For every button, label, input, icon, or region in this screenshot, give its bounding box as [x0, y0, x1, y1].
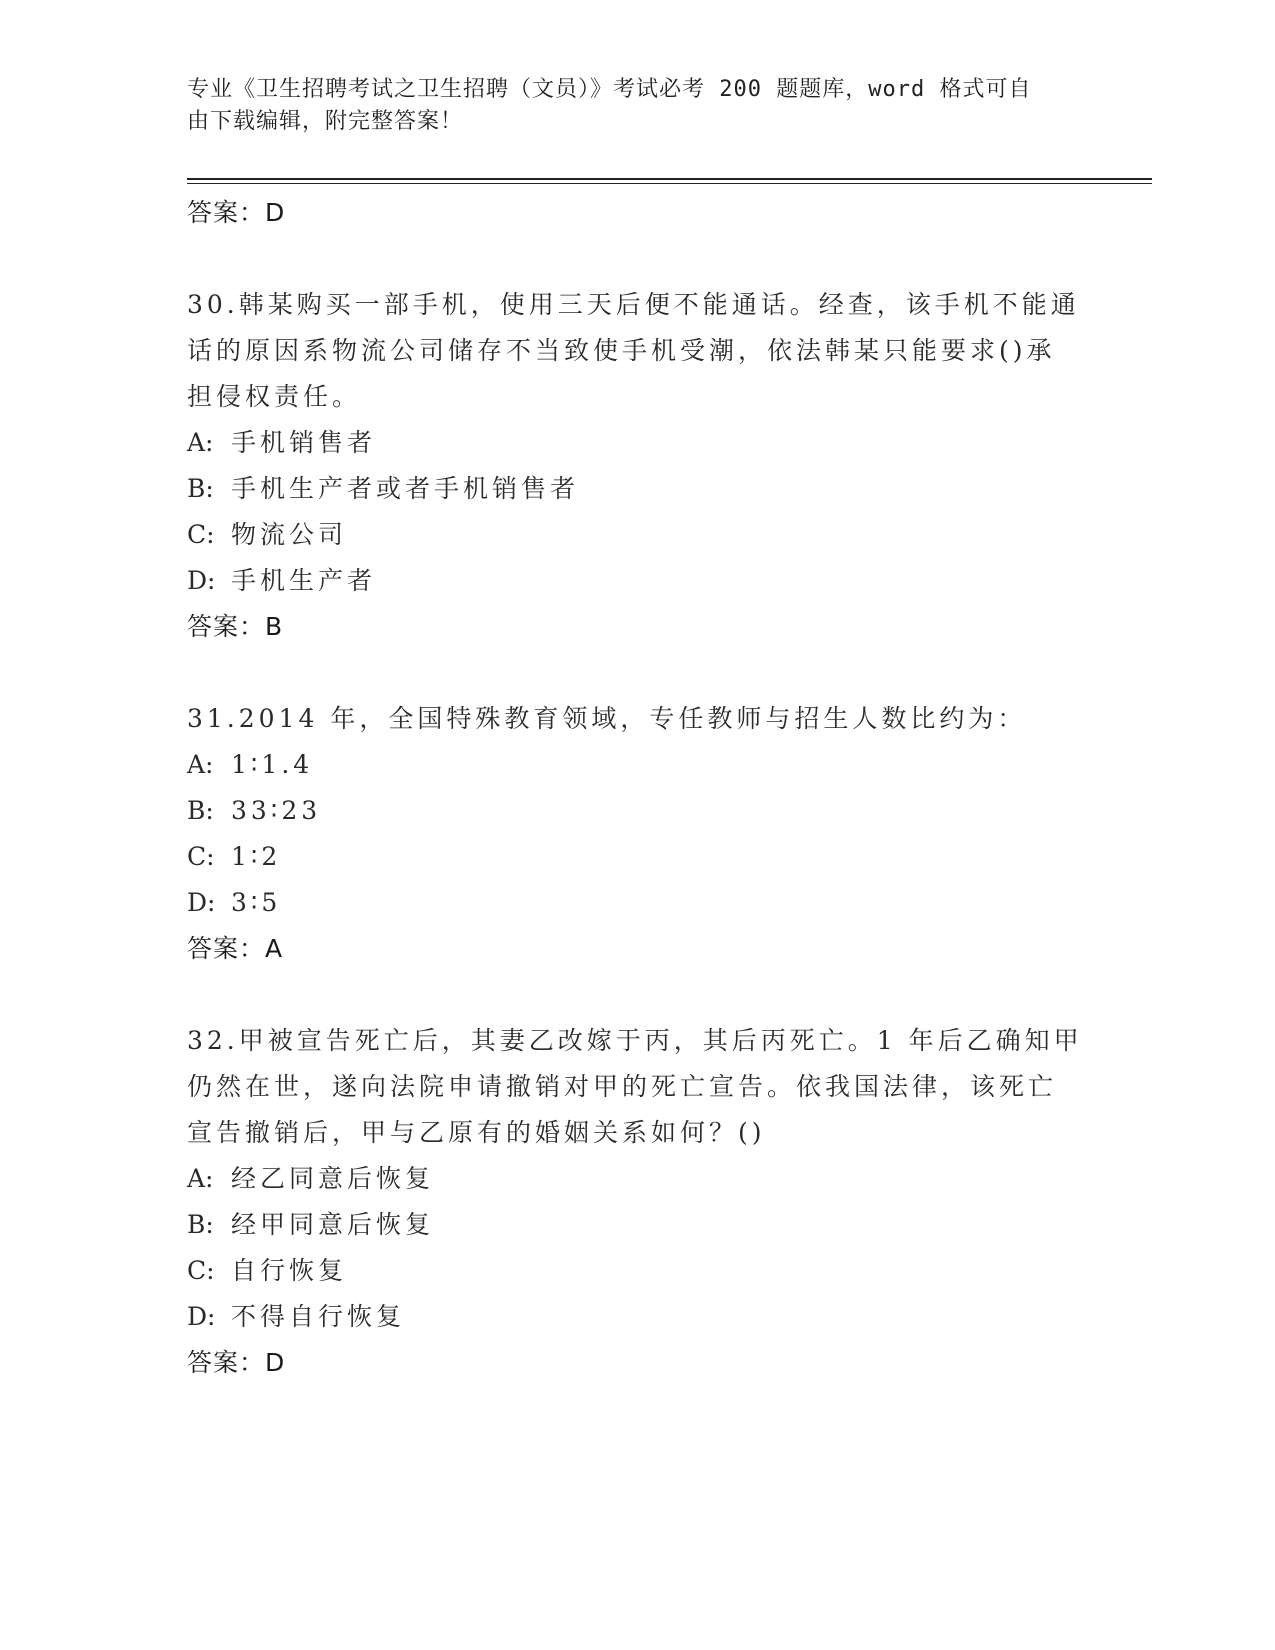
question-text-line: 31.2014 年，全国特殊教育领域，专任教师与招生人数比约为： — [187, 704, 1027, 733]
option-c — [187, 512, 1087, 558]
option-text: 自行恢复 — [231, 1256, 348, 1285]
option-d — [187, 1294, 1087, 1340]
option-c — [187, 834, 1087, 880]
previous-answer: 答案：D — [187, 198, 286, 227]
document-header — [187, 74, 1067, 138]
question-text-line: 仍然在世，遂向法院申请撤销对甲的死亡宣告。依我国法律，该死亡 — [187, 1072, 1058, 1101]
option-text: 手机生产者 — [231, 566, 377, 595]
answer-label: 答案：B — [187, 612, 284, 641]
option-key: B: — [187, 796, 214, 825]
option-b — [187, 466, 1087, 512]
option-text: 手机销售者 — [231, 428, 377, 457]
option-key: C: — [187, 1256, 215, 1285]
option-b — [187, 1202, 1087, 1248]
question-text-line: 32.甲被宣告死亡后，其妻乙改嫁于丙，其后丙死亡。1 年后乙确知甲 — [187, 1026, 1083, 1055]
option-d — [187, 558, 1087, 604]
option-text: 1∶2 — [231, 842, 282, 871]
option-d — [187, 880, 1087, 926]
option-key: B: — [187, 1210, 214, 1239]
option-text: 不得自行恢复 — [231, 1302, 406, 1331]
header-divider-thick — [187, 178, 1152, 180]
option-key: C: — [187, 520, 215, 549]
option-text: 手机生产者或者手机销售者 — [231, 474, 580, 503]
option-key: D: — [187, 888, 216, 917]
option-c — [187, 1248, 1087, 1294]
option-a — [187, 742, 1087, 788]
question-30 — [187, 282, 1087, 650]
answer-label: 答案：D — [187, 1348, 286, 1377]
option-key: A: — [187, 428, 214, 457]
option-key: D: — [187, 566, 216, 595]
option-key: D: — [187, 1302, 216, 1331]
option-key: A: — [187, 1164, 214, 1193]
question-text-line: 宣告撤销后，甲与乙原有的婚姻关系如何？() — [187, 1118, 766, 1147]
option-key: C: — [187, 842, 215, 871]
option-text: 经乙同意后恢复 — [231, 1164, 435, 1193]
question-32 — [187, 1018, 1087, 1386]
question-text-line: 话的原因系物流公司储存不当致使手机受潮，依法韩某只能要求()承 — [187, 336, 1056, 365]
question-text-line: 30.韩某购买一部手机，使用三天后便不能通话。经查，该手机不能通 — [187, 290, 1080, 319]
option-text: 33∶23 — [231, 796, 322, 825]
header-line-1: 专业《卫生招聘考试之卫生招聘（文员）》考试必考 200 题题库，word 格式可自 — [187, 77, 1032, 102]
option-text: 物流公司 — [231, 520, 348, 549]
document-body — [187, 190, 1087, 1386]
option-a — [187, 420, 1087, 466]
question-text-line: 担侵权责任。 — [187, 382, 362, 411]
answer-label: 答案：A — [187, 934, 284, 963]
option-b — [187, 788, 1087, 834]
option-text: 1∶1.4 — [231, 750, 314, 779]
option-key: A: — [187, 750, 214, 779]
option-a — [187, 1156, 1087, 1202]
header-line-2: 由下载编辑，附完整答案！ — [187, 109, 464, 134]
option-text: 3∶5 — [231, 888, 282, 917]
option-key: B: — [187, 474, 214, 503]
option-text: 经甲同意后恢复 — [231, 1210, 435, 1239]
header-divider-thin — [187, 183, 1152, 184]
question-31 — [187, 696, 1087, 972]
